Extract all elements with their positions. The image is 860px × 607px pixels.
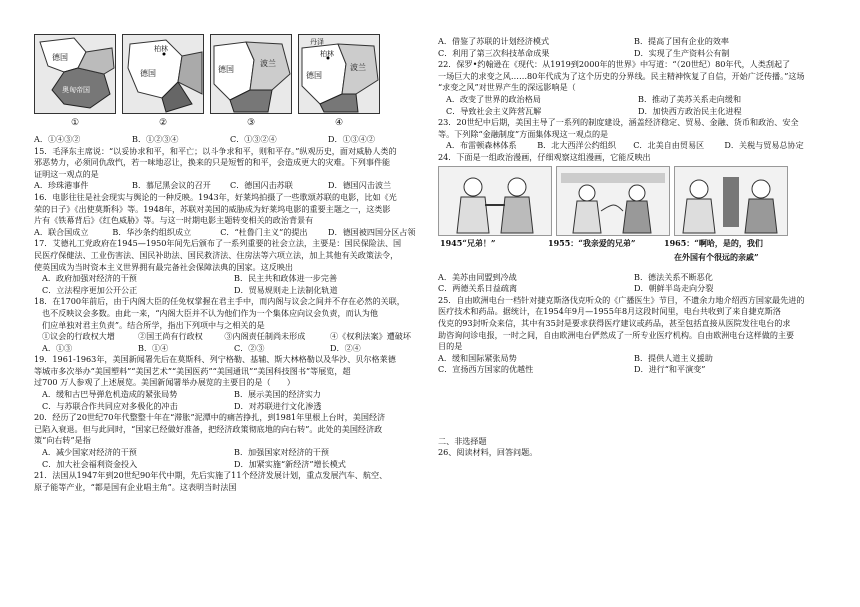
- caption-1945: 1945“兄弟！”: [440, 237, 496, 248]
- q25-stem-line: 伐克的93封听众来信，其中有35封是要求获得医疗建议或药品，甚至包括直接从医院发往电台的求: [438, 317, 791, 328]
- q25-stem-line: 25．自由欧洲电台一档针对捷克斯洛伐克听众的《广播医生》节目，不遗余力地介绍西方国家最先进的: [438, 294, 805, 305]
- left-column: [34, 34, 426, 493]
- q25-option-c[interactable]: C．宣扬西方国家的优越性: [438, 364, 534, 375]
- question-20: [34, 412, 426, 470]
- map-1: [34, 34, 116, 114]
- q15-option-c[interactable]: C．德国闪击苏联: [230, 180, 293, 191]
- q22-option-c[interactable]: C．导致社会主义阵营瓦解: [446, 105, 542, 116]
- question-25: [438, 295, 830, 376]
- map-2: [122, 34, 204, 114]
- q24-option-a[interactable]: A．美苏由同盟到冷战: [438, 271, 517, 282]
- q22-stem-line: 22．保罗•约翰逊在《现代：从1919到2000年的世界》中写道：“（20世纪）80年代，人类刮起了: [438, 59, 791, 70]
- q18-option-d[interactable]: D．②④: [330, 342, 361, 353]
- q16-stem-line: 16．电影往往是社会现实与舆论的一种反映。1943年，好莱坞拍摄了一些歌颂苏联的电影，比如《光: [34, 191, 397, 202]
- map4-danzig-label: 丹泽: [310, 38, 324, 46]
- q18-item-2: ②国王尚有行政权: [138, 331, 203, 342]
- q25-option-b[interactable]: B．提供人道主义援助: [634, 352, 713, 363]
- q24-option-c[interactable]: C．两德关系日益疏离: [438, 283, 518, 294]
- map1-germany-label: 德国: [52, 53, 68, 62]
- q25-option-d[interactable]: D．进行“和平演变”: [634, 364, 706, 375]
- q17-stem-line: 民医疗保健法、工业伤害法、国民补助法、国民救济法、住房法等六项立法，加上其他有关政策法令，: [34, 249, 399, 260]
- map1-austria-label: 奥匈帝国: [62, 86, 90, 94]
- map2-germany-label: 德国: [140, 69, 156, 78]
- q21-option-b[interactable]: B．提高了国有企业的效率: [634, 36, 729, 46]
- q21-option-a[interactable]: A．借鉴了苏联的计划经济模式: [438, 36, 550, 46]
- map3-poland-label: 波兰: [260, 59, 276, 68]
- q14-option-a[interactable]: A．①④③②: [34, 134, 81, 144]
- q19-option-d[interactable]: D．对苏联进行文化渗透: [234, 400, 322, 411]
- question-15: [34, 146, 426, 192]
- q14-option-b[interactable]: B．①②③④: [132, 134, 179, 144]
- q23-option-a[interactable]: A．布雷顿森林体系: [446, 140, 517, 151]
- q15-option-a[interactable]: A．珍珠港事件: [34, 180, 89, 191]
- q21-option-d[interactable]: D．实现了生产资料公有制: [634, 47, 730, 58]
- cartoon-1955: [556, 166, 670, 236]
- q18-option-b[interactable]: B．①④: [138, 342, 169, 353]
- map4-berlin-label: 柏林: [320, 50, 334, 58]
- q15-stem-line: 邪恶势力，必须同仇敌忾，若一味地忍让，换来的只是短暂的和平，会造成更大的灾难。下列事件能: [34, 157, 391, 168]
- q21-option-c[interactable]: C．利用了第三次科技革命成果: [438, 47, 550, 58]
- q18-stem-line: 们应单独对君主负责”。结合所学，指出下列项中与之相关的是: [42, 319, 265, 330]
- question-18: [34, 296, 426, 354]
- q24-option-d[interactable]: D．朝鲜半岛走向分裂: [634, 283, 714, 294]
- map-4-number: ④: [334, 118, 344, 128]
- q15-option-b[interactable]: B．慕尼黑会议的召开: [132, 180, 211, 191]
- q14-option-c[interactable]: C．①③②④: [230, 134, 277, 144]
- map-3: [210, 34, 292, 114]
- q17-option-c[interactable]: C．立法程序更加公开公正: [42, 284, 138, 295]
- q25-stem-line: 助咨询问诊电报，一时之间，自由欧洲电台俨然成了一所专业医疗机构。自由欧洲电台这样做的主要: [438, 329, 795, 340]
- q19-option-a[interactable]: A．缓和古巴导弹危机造成的紧张局势: [42, 389, 178, 400]
- q20-option-d[interactable]: D．加紧实施“新经济”增长模式: [234, 458, 346, 469]
- q16-stem-line: 片有《铁幕背后》《红色威胁》等。与这一时期电影主题转变相关的政治背景有: [34, 215, 314, 226]
- q23-option-c[interactable]: C．北美自由贸易区: [633, 140, 705, 151]
- question-23: [438, 117, 830, 152]
- q15-stem-line: 15．毛泽东主席说：“以妥协求和平，和平亡；以斗争求和平，则和平存。”纵观历史，面对威胁人类的: [34, 145, 397, 156]
- question-24: [438, 152, 830, 295]
- q15-stem-line: 证明这一观点的是: [34, 168, 99, 179]
- section-nonchoice: [438, 436, 830, 459]
- q22-option-d[interactable]: D．加快西方政治民主化进程: [638, 105, 742, 116]
- q16-option-d[interactable]: D．德国被四国分区占领: [328, 226, 416, 237]
- q14-option-d[interactable]: D．①③④②: [328, 134, 375, 144]
- q18-item-4: ④《权利法案》遭破坏: [330, 331, 411, 342]
- q19-option-b[interactable]: B．展示美国的经济实力: [234, 389, 321, 400]
- q20-stem-line: 已陷入衰退。但与此同时，“国家已经做好准备，把经济政策彻底地的向右转”。此处的美国经济政: [34, 423, 383, 434]
- question-22: [438, 59, 830, 117]
- q17-stem-line: 使英国成为当时资本主义世界拥有最完备社会保障法典的国家。这反映出: [34, 261, 294, 272]
- q18-item-1: ①议会的行政权大增: [42, 331, 115, 342]
- q23-stem-line: 23．20世纪中后期，美国主导了一系列的制度建设，涵盖经济稳定、贸易、金融、货币和政治、安全: [438, 117, 799, 128]
- q24-stem-line: 24．下面是一组政治漫画，仔细观察这组漫画，它能反映出: [438, 151, 651, 162]
- map-4: [298, 34, 380, 114]
- right-column: [438, 36, 830, 459]
- map-strip: [34, 34, 426, 132]
- q22-option-b[interactable]: B．推动了美苏关系走向缓和: [638, 93, 742, 104]
- q23-option-d[interactable]: D．关税与贸易总协定: [724, 140, 804, 151]
- q25-stem-line: 目的是: [438, 341, 463, 352]
- q22-stem-line: 一场巨大的求变之风……80年代成为了这个历史的分界线。民主精神恢复了自信，开始广泛传播。”这场: [438, 70, 805, 81]
- question-17: [34, 238, 426, 296]
- q20-stem-line: 策“向右转”是指: [34, 435, 91, 446]
- q19-stem-line: 19．1961-1963年，美国新闻署先后在莫斯科、列宁格勒、基辅、斯大林格勒以及华沙、贝尔格莱德: [34, 354, 396, 365]
- q16-option-c[interactable]: C．“杜鲁门主义”的提出: [220, 226, 308, 237]
- cartoon-strip: [438, 166, 830, 236]
- q22-stem-line: “求变之风”对世界产生的深远影响是（: [438, 82, 576, 93]
- section-heading: 二、非选择题: [438, 435, 487, 446]
- q18-option-a[interactable]: A．①③: [42, 342, 73, 353]
- q21-options: [438, 36, 830, 59]
- q25-option-a[interactable]: A．缓和国际紧张局势: [438, 352, 517, 363]
- q19-stem-line: 等城市多次举办“美国塑料”“美国艺术”“美国医药”“美国通讯”“美国科技图书”等展览，超: [34, 365, 351, 376]
- q17-option-a[interactable]: A．政府加强对经济的干预: [42, 273, 137, 284]
- question-16: [34, 192, 426, 238]
- map2-berlin-label: 柏林: [154, 45, 168, 53]
- caption-1955: 1955：“我亲爱的兄弟”: [548, 237, 636, 248]
- q21-stem-line: 21．法国从1947年到20世纪90年代中期，先后实施了11个经济发展计划，重点发展汽车、航空、: [34, 470, 388, 481]
- q25-stem-line: 医疗技术和药品。据统计，在1954年9月—1955年8月这段时间里，电台共收到了来自捷克斯洛: [438, 306, 781, 317]
- q18-stem-line: 18．在1700年前后，由于内阁大臣的任免权掌握在君主手中，而内阁与议会之间并不存在必然的关联，: [34, 296, 405, 307]
- map-2-number: ②: [158, 118, 168, 128]
- q26-prompt: 26、阅读材料，回答问题。: [438, 447, 538, 458]
- q16-stem-line: 荣的日子》《出使莫斯科》等。1948年，苏联对美国的威胁成为好莱坞电影的重要主题之一，这类影: [34, 203, 391, 214]
- q23-option-b[interactable]: B．北大西洋公约组织: [537, 140, 616, 151]
- q23-stem-line: 等。下列除“金融制度”方面集体现这一观点的是: [438, 128, 609, 139]
- q16-option-b[interactable]: B．华沙条约组织成立: [112, 226, 192, 237]
- q19-option-c[interactable]: C．与苏联合作共同应对多极化的冲击: [42, 400, 178, 411]
- question-21: [34, 470, 426, 493]
- question-19: [34, 354, 426, 412]
- cartoon-1965: [674, 166, 788, 236]
- q20-stem-line: 20．经历了20世纪70年代整整十年在“滞胀”泥潭中的痛苦挣扎，到1981年里根上台时，美国经济: [34, 412, 386, 423]
- q17-option-b[interactable]: B．民主共和政体进一步完善: [234, 273, 338, 284]
- q20-option-b[interactable]: B．加强国家对经济的干预: [234, 447, 329, 458]
- q17-option-d[interactable]: D．贸易规则走上法制化轨道: [234, 284, 338, 295]
- q15-option-d[interactable]: D．德国闪击波兰: [328, 180, 392, 191]
- q16-option-a[interactable]: A．联合国成立: [34, 226, 89, 237]
- q24-option-b[interactable]: B．德法关系不断恶化: [634, 271, 713, 282]
- q14-options: [34, 134, 426, 146]
- caption-1965-line1: 1965：“啊哈，是的，我们: [664, 237, 763, 248]
- q20-option-c[interactable]: C．加大社会福利资金投入: [42, 458, 138, 469]
- map4-poland-label: 波兰: [350, 63, 366, 72]
- q22-option-a[interactable]: A．改变了世界的政治格局: [446, 93, 541, 104]
- caption-1965-line2: 在外国有个很远的亲戚”: [674, 251, 759, 262]
- q18-option-c[interactable]: C．②③: [234, 342, 265, 353]
- q21-stem-line: 原子能等产业，“都是国有企业唱主角”。这表明当时法国: [34, 481, 237, 492]
- cartoon-1945: [438, 166, 552, 236]
- map4-germany-label: 德国: [306, 71, 322, 80]
- map3-germany-label: 德国: [218, 65, 234, 74]
- map-3-number: ③: [246, 118, 256, 128]
- q18-stem-line: 也不反映议会多数。由此一来，“内阁大臣并不认为他们作为一个集体应向议会负责，而认为他: [42, 307, 378, 318]
- map-1-number: ①: [70, 118, 80, 128]
- q19-stem-line: 过700 万人参观了上述展览。美国新闻署举办展览的主要目的是（ ）: [34, 377, 295, 388]
- cartoon-captions: [438, 236, 830, 272]
- q20-option-a[interactable]: A．减少国家对经济的干预: [42, 447, 137, 458]
- q17-stem-line: 17．艾德礼工党政府在1945—1950年间先后颁布了一系列重要的社会立法，主要是：国民保险法、国: [34, 238, 402, 249]
- q18-item-3: ③内阁责任制尚未形成: [224, 331, 306, 342]
